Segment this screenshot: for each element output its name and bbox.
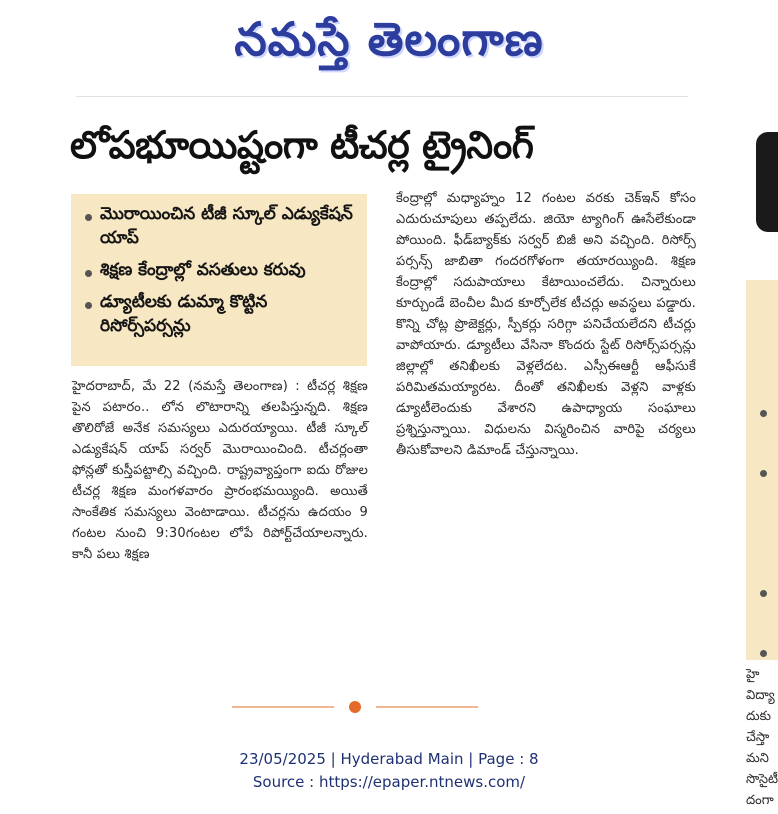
- highlight-item: [85, 290, 359, 338]
- adjacent-text-line: మని: [746, 751, 769, 766]
- adjacent-text-line: సొసైటీ: [746, 772, 778, 787]
- bullet-icon: [85, 270, 92, 277]
- adjacent-headline-glyph: [756, 132, 778, 232]
- adjacent-highlights-box: [746, 280, 778, 660]
- bullet-icon: [85, 302, 92, 309]
- bullet-icon: [760, 410, 767, 417]
- adjacent-text-line: చేస్తా: [746, 730, 770, 745]
- end-ornament: [232, 700, 478, 714]
- highlight-item: [85, 258, 359, 282]
- bullet-icon: [760, 470, 767, 477]
- highlight-text: డ్యూటీలకు డుమ్మా కొట్టిన రిసోర్స్‌పర్సన్లు: [100, 292, 268, 336]
- ornament-line: [376, 706, 478, 708]
- adjacent-text-line: హై: [746, 667, 760, 682]
- ornament-dot-icon: [349, 701, 361, 713]
- adjacent-text-line: దంగా: [746, 793, 774, 808]
- ornament-line: [232, 706, 334, 708]
- bullet-icon: [760, 590, 767, 597]
- article-body-right-column: కేంద్రాల్లో మధ్యాహ్నం 12 గంటల వరకు చెక్‌ఇన్ కోసం ఎదురుచూపులు తప్పలేదు. జియో ట్యాగింగ్ ఊసేలేకుండా పోయింది. ఫీడ్‌బ్యాక్‌కు సర్వర్ బిజీ అని వచ్చింది. రిసోర్స్ పర్సన్స్ జాబితా గందరగోళంగా తయారయ్యింది. శిక్షణ కేంద్రాల్లో సదుపాయాలు కేటాయించలేదు. చిన్నారులు కూర్చుండే బెంచీల మీద కూర్చోలేక టీచర్లు అవస్థలు పడ్డారు. కొన్ని చోట్ల ప్రొజెక్టర్లు, స్పీకర్లు సరిగ్గా పనిచేయలేదని టీచర్లు వాపోయారు. డ్యూటీలు వేసినా కొందరు స్టేట్ రిసోర్స్‌పర్సన్లు జిల్లాల్లో తనిఖీలకు వెళ్లలేదట. ఎస్సీఈఆర్టీ ఆఫీసుకే పరిమితమయ్యారట. దీంతో తనిఖీలకు వెళ్లని వాళ్లకు డ్యూటీలెందుకు వేశారని ఉపాధ్యాయ సంఘాలు ప్రశ్నిస్తున్నాయి. విధులను విస్మరించిన వారిపై చర్యలు తీసుకోవాలని డిమాండ్ చేస్తున్నాయి.: [396, 191, 696, 458]
- highlights-box: [71, 194, 367, 366]
- article-body-left-column: హైదరాబాద్, మే 22 (నమస్తే తెలంగాణ) : టీచర్ల శిక్షణ పైన పటారం.. లోన లొటారాన్ని తలపిస్తున్నది. శిక్షణ తొలిరోజే అనేక సమస్యలు ఎదురయ్యాయి. టీజీ స్కూల్ ఎడ్యుకేషన్ యాప్ సర్వర్ మొరాయించింది. టీచర్లంతా ఫోన్లతో కుస్తీపట్టాల్సి వచ్చింది. రాష్ట్రవ్యాప్తంగా ఐదు రోజుల టీచర్ల శిక్షణ మంగళవారం ప్రారంభమయ్యింది. అయితే సాంకేతిక సమస్యలు వెంటాడాయి. టీచర్లను ఉదయం 9 గంటల నుంచి 9:30గంటల లోపే రిపోర్ట్‌చేయాలన్నారు. కానీ పలు శిక్షణ: [72, 379, 368, 562]
- masthead-logo: నమస్తే తెలంగాణ: [234, 12, 544, 66]
- adjacent-text-line: విద్యా: [746, 688, 775, 703]
- footer-date-edition: 23/05/2025 | Hyderabad Main | Page : 8: [239, 750, 539, 768]
- masthead-divider: [76, 96, 688, 97]
- bullet-icon: [85, 214, 92, 221]
- highlight-text: శిక్షణ కేంద్రాల్లో వసతులు కరువు: [100, 260, 306, 280]
- footer-source-link[interactable]: Source : https://epaper.ntnews.com/: [252, 773, 526, 791]
- highlight-item: [85, 202, 359, 250]
- adjacent-text-line: దుకు: [746, 709, 771, 724]
- highlight-text: మొరాయించిన టీజీ స్కూల్ ఎడ్యుకేషన్ యాప్: [100, 204, 353, 248]
- adjacent-article-strip: [746, 120, 778, 808]
- page-footer: [0, 748, 778, 794]
- article-headline: లోపభూయిష్టంగా టీచర్ల ట్రైనింగ్: [70, 123, 534, 167]
- bullet-icon: [760, 650, 767, 657]
